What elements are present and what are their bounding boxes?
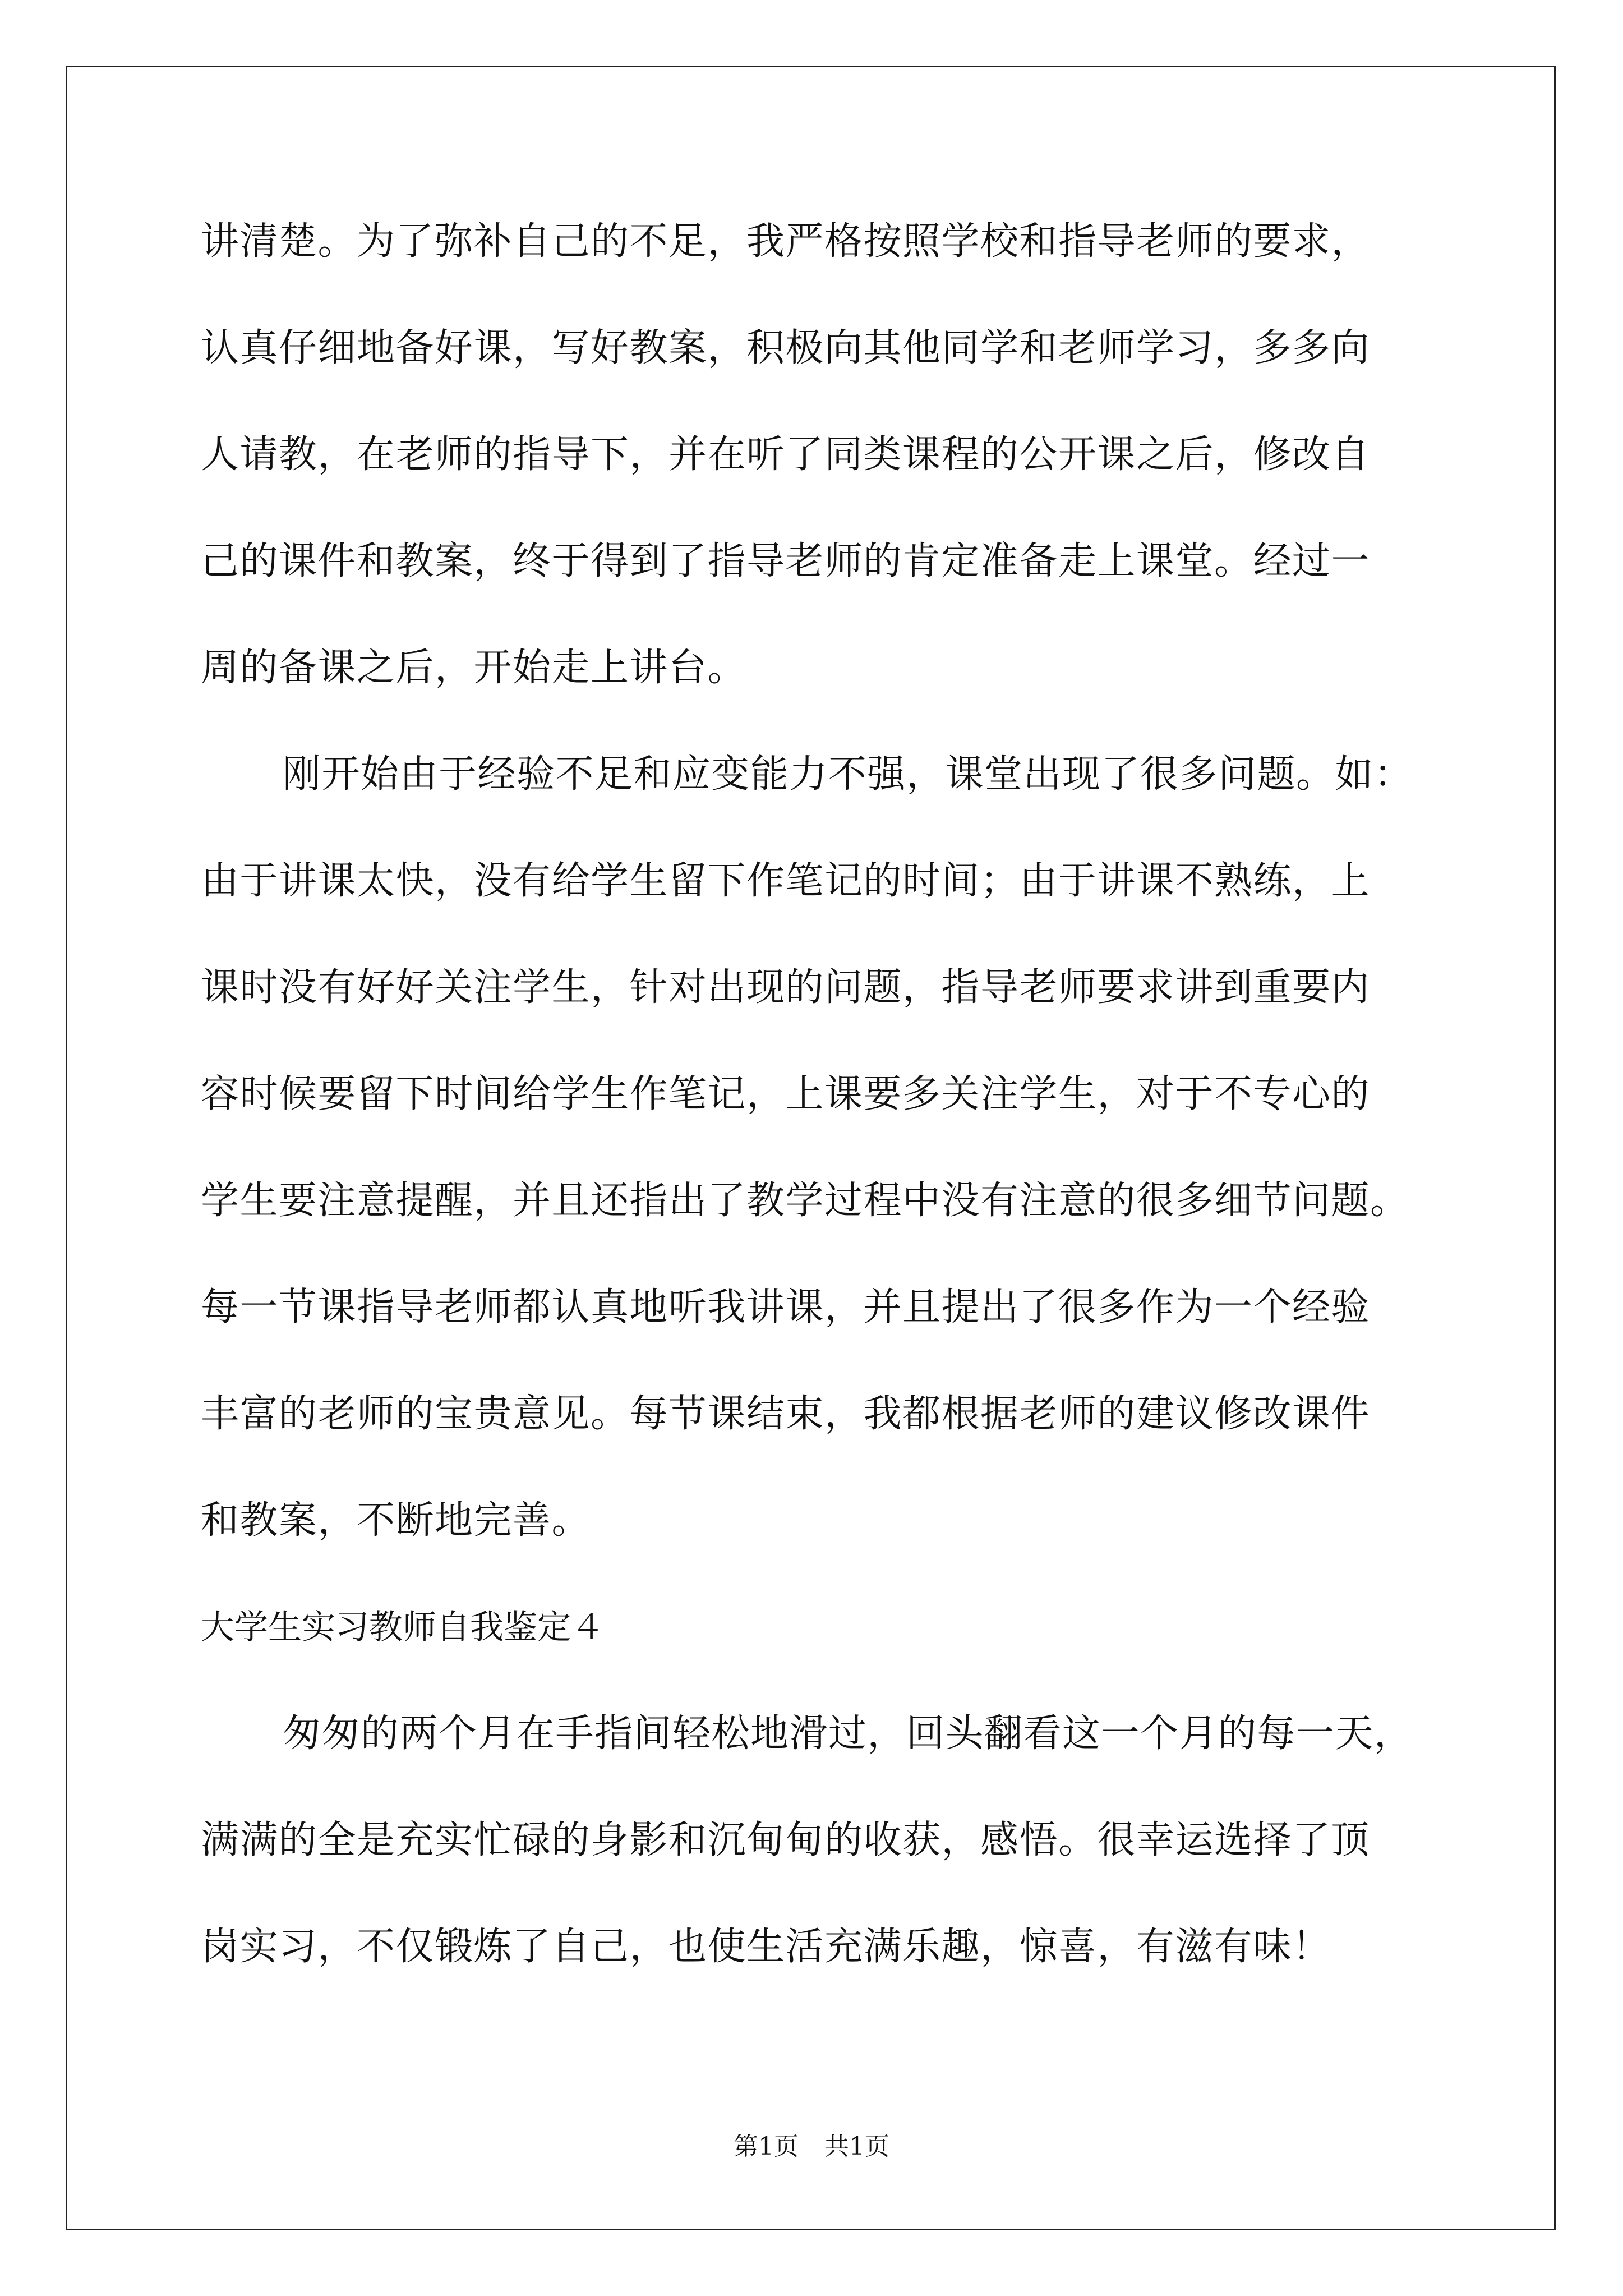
paragraph-line: 丰富的老师的宝贵意见。每节课结束，我都根据老师的建议修改课件 — [201, 1392, 1371, 1436]
page-footer — [0, 2126, 1623, 2162]
paragraph-line: 匆匆的两个月在手指间轻松地滑过，回头翻看这一个月的每一天， — [283, 1711, 1413, 1756]
section-heading: 大学生实习教师自我鉴定４ — [201, 1608, 605, 1647]
paragraph-line: 由于讲课太快，没有给学生留下作笔记的时间；由于讲课不熟练，上 — [201, 859, 1371, 903]
paragraph-line: 认真仔细地备好课，写好教案，积极向其他同学和老师学习，多多向 — [201, 326, 1371, 370]
paragraph-line: 岗实习，不仅锻炼了自己，也使生活充满乐趣，惊喜，有滋有味！ — [201, 1925, 1331, 1969]
paragraph-line: 课时没有好好关注学生，针对出现的问题，指导老师要求讲到重要内 — [201, 965, 1371, 1010]
paragraph-line: 人请教，在老师的指导下，并在听了同类课程的公开课之后，修改自 — [201, 432, 1371, 477]
paragraph-line: 学生要注意提醒，并且还指出了教学过程中没有注意的很多细节问题。 — [201, 1179, 1409, 1223]
paragraph-line: 容时候要留下时间给学生作笔记，上课要多关注学生，对于不专心的 — [201, 1072, 1371, 1116]
paragraph-line: 和教案，不断地完善。 — [201, 1498, 591, 1543]
paragraph-line: 己的课件和教案，终于得到了指导老师的肯定准备走上课堂。经过一 — [201, 539, 1371, 583]
paragraph-line: 讲清楚。为了弥补自己的不足，我严格按照学校和指导老师的要求， — [201, 219, 1371, 264]
page-number: 第1页 — [734, 2132, 799, 2161]
paragraph-line: 每一节课指导老师都认真地听我讲课，并且提出了很多作为一个经验 — [201, 1285, 1371, 1329]
document-body — [201, 188, 1440, 2000]
paragraph-line: 刚开始由于经验不足和应变能力不强，课堂出现了很多问题。如： — [283, 752, 1413, 797]
paragraph-line: 满满的全是充实忙碌的身影和沉甸甸的收获，感悟。很幸运选择了顶 — [201, 1818, 1371, 1862]
paragraph-line: 周的备课之后，开始走上讲台。 — [201, 646, 747, 690]
page-total: 共1页 — [824, 2132, 889, 2161]
